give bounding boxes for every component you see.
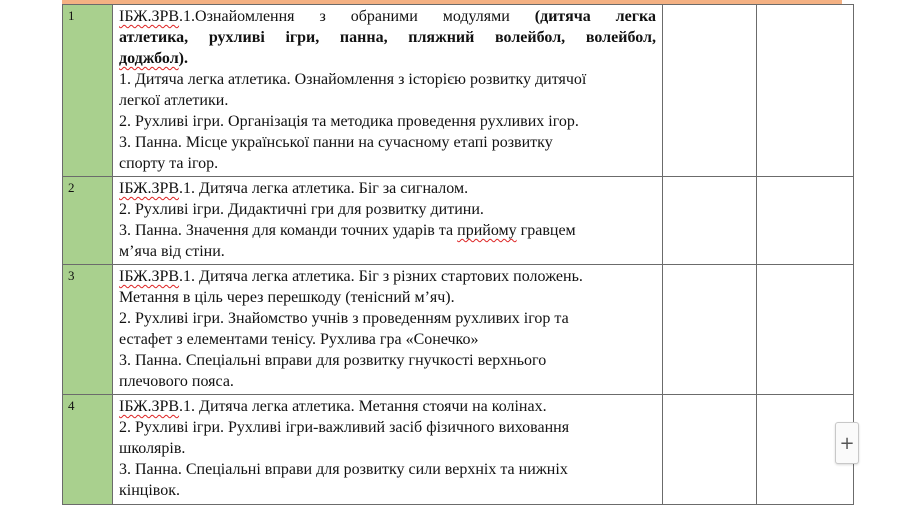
module-code: ІБЖ.ЗРВ [119, 398, 180, 415]
table-row [63, 5, 854, 177]
text-line: 3. Панна. Спеціальні вправи для розвитку сили верхніх та нижніх [119, 461, 568, 478]
text-line: спорту та ігор. [119, 155, 219, 172]
text-line: кінцівок. [119, 482, 181, 499]
empty-cell[interactable] [663, 5, 757, 177]
lesson-content[interactable] [113, 177, 663, 265]
text-line: естафет з елементами тенісу. Рухлива гра «Сонечко» [119, 331, 479, 348]
text-line: 3. Панна. Значення для команди точних ударів та прийому гравцем [119, 222, 576, 239]
text-line: 3. Панна. Спеціальні вправи для розвитку гнучкості верхнього [119, 352, 547, 369]
table-row [63, 395, 854, 505]
row-number: 4 [63, 395, 113, 505]
text-line: 2. Рухливі ігри. Знайомство учнів з проведенням рухливих ігор та [119, 310, 569, 327]
text-line: легкої атлетики. [119, 92, 229, 109]
text-line: доджбол). [119, 50, 188, 67]
row-number: 1 [63, 5, 113, 177]
text-line: ІБЖ.ЗРВ.1.Ознайомлення з обраними модулями (дитяча легка [119, 8, 657, 25]
empty-cell[interactable] [757, 5, 854, 177]
text-line: м’яча від стіни. [119, 243, 225, 260]
empty-cell[interactable] [663, 177, 757, 265]
table-row [63, 177, 854, 265]
lesson-plan-table [62, 4, 854, 505]
text-line: ІБЖ.ЗРВ.1. Дитяча легка атлетика. Біг за сигналом. [119, 180, 469, 197]
text-line: атлетика, рухливі ігри, панна, пляжний волейбол, волейбол, [119, 29, 656, 46]
empty-cell[interactable] [663, 265, 757, 395]
row-number: 2 [63, 177, 113, 265]
lesson-content[interactable] [113, 265, 663, 395]
module-code: ІБЖ.ЗРВ [119, 180, 180, 197]
text-line: ІБЖ.ЗРВ.1. Дитяча легка атлетика. Біг з різних стартових положень. [119, 268, 583, 285]
module-code: ІБЖ.ЗРВ [119, 8, 180, 25]
text-line: 2. Рухливі ігри. Організація та методика проведення рухливих ігор. [119, 113, 579, 130]
lesson-content[interactable] [113, 5, 663, 177]
text-line: плечового пояса. [119, 373, 234, 390]
row-number: 3 [63, 265, 113, 395]
plus-icon: + [839, 432, 855, 454]
add-row-button[interactable] [835, 422, 859, 464]
text-line: школярів. [119, 440, 186, 457]
text-line: 3. Панна. Місце української панни на сучасному етапі розвитку [119, 134, 553, 151]
text-line: 1. Дитяча легка атлетика. Ознайомлення з історією розвитку дитячої [119, 71, 587, 88]
empty-cell[interactable] [757, 177, 854, 265]
empty-cell[interactable] [757, 265, 854, 395]
empty-cell[interactable] [663, 395, 757, 505]
text-line: 2. Рухливі ігри. Рухливі ігри-важливий засіб фізичного виховання [119, 419, 570, 436]
text-line: Метання в ціль через перешкоду (тенісний м’яч). [119, 289, 455, 306]
text-line: 2. Рухливі ігри. Дидактичні гри для розвитку дитини. [119, 201, 484, 218]
table-row [63, 265, 854, 395]
lesson-content[interactable] [113, 395, 663, 505]
text-line: ІБЖ.ЗРВ.1. Дитяча легка атлетика. Метання стоячи на колінах. [119, 398, 547, 415]
module-code: ІБЖ.ЗРВ [119, 268, 180, 285]
